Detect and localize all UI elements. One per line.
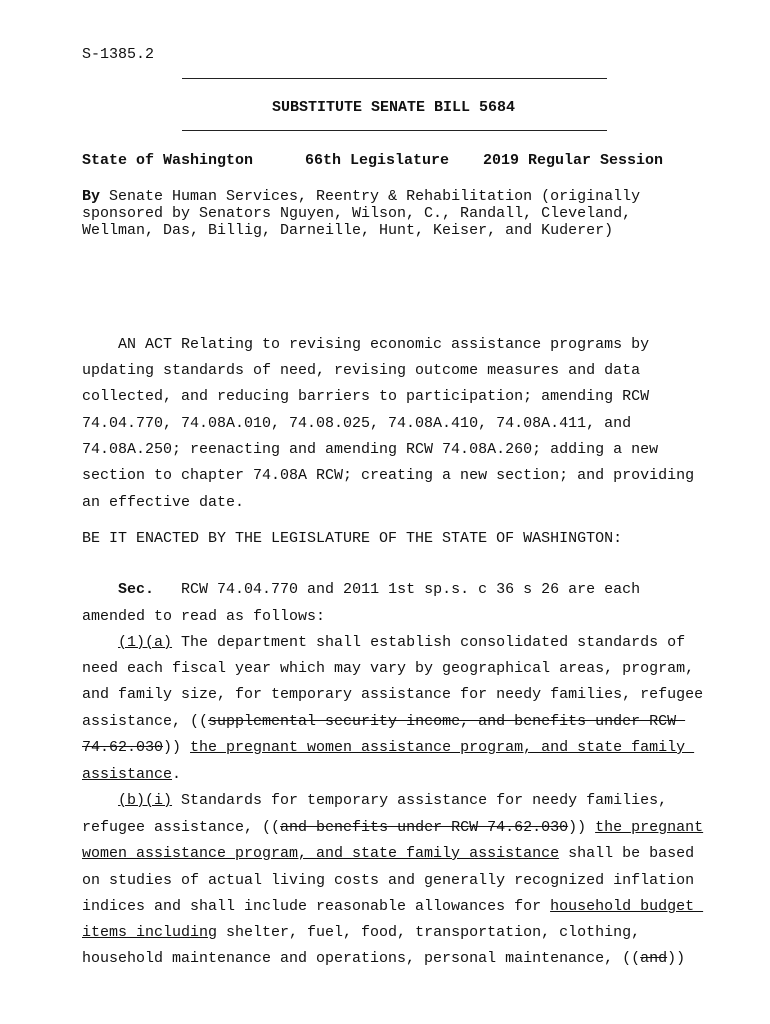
p2-line-6 [82, 924, 640, 942]
sponsor-line-1 [82, 188, 640, 205]
p2-line-3 [82, 845, 694, 863]
p2-indent [82, 792, 118, 809]
p2-text-7: household maintenance and operations, personal maintenance, (( [82, 950, 641, 967]
act-line-7: an effective date. [82, 494, 245, 511]
p1-line-3: and family size, for temporary assistance for needy families, refugee [82, 686, 704, 703]
session-name: 2019 Regular Session [483, 152, 664, 169]
p2-text-5: indices and shall include reasonable allowances for [82, 898, 551, 915]
top-rule [182, 78, 607, 79]
p2-line-1 [82, 792, 667, 810]
p2-marker: (b)(i) [118, 792, 173, 809]
sponsor-line-3: Wellman, Das, Billig, Darneille, Hunt, Keiser, and Kuderer) [82, 222, 614, 239]
p1-text-1: The department shall establish consolidated standards of [172, 634, 686, 651]
section-citation: RCW 74.04.770 and 2011 1st sp.s. c 36 s 26 are each [154, 581, 641, 598]
by-label: By [82, 188, 101, 205]
p1-text-5: )) [163, 739, 191, 756]
p2-line-4: on studies of actual living costs and generally recognized inflation [82, 872, 695, 889]
bill-title: SUBSTITUTE SENATE BILL 5684 [272, 99, 516, 116]
enacting-clause: BE IT ENACTED BY THE LEGISLATURE OF THE STATE OF WASHINGTON: [82, 530, 623, 547]
p1-line-2: need each fiscal year which may vary by geographical areas, program, [82, 660, 695, 677]
p2-strike-1: and benefits under RCW 74.62.030 [280, 819, 569, 836]
bill-code: S-1385.2 [82, 46, 155, 63]
section-heading [82, 581, 640, 599]
act-line-6: section to chapter 74.08A RCW; creating a new section; and providing [82, 467, 695, 484]
p1-line-6 [82, 766, 181, 784]
section-label: Sec. [118, 581, 155, 598]
act-line-4: 74.04.770, 74.08A.010, 74.08.025, 74.08A.410, 74.08A.411, and [82, 415, 632, 432]
p1-strike-1: supplemental security income, and benefits under RCW [208, 713, 686, 730]
p1-text-4: assistance, (( [82, 713, 209, 730]
sponsor-text-1: Senate Human Services, Reentry & Rehabilitation (originally [100, 188, 641, 205]
sponsor-line-2: sponsored by Senators Nguyen, Wilson, C., Randall, Cleveland, [82, 205, 632, 222]
p1-text-6: . [172, 766, 182, 783]
bottom-rule [182, 130, 607, 131]
p1-insert-1: the pregnant women assistance program, and state family [190, 739, 695, 756]
p1-marker: (1)(a) [118, 634, 173, 651]
p1-line-5 [82, 739, 694, 757]
p2-insert-1: the pregnant [595, 819, 704, 836]
p2-text-2: refugee assistance, (( [82, 819, 281, 836]
p1-line-4 [82, 713, 685, 731]
section-line-2: amended to read as follows: [82, 608, 326, 625]
p2-text-2b: )) [568, 819, 596, 836]
act-line-2: updating standards of need, revising outcome measures and data [82, 362, 641, 379]
section-indent [82, 581, 118, 598]
p1-insert-2: assistance [82, 766, 173, 783]
act-line-5: 74.08A.250; reenacting and amending RCW 74.08A.260; adding a new [82, 441, 659, 458]
p2-line-2 [82, 819, 703, 837]
p1-line-1 [82, 634, 685, 652]
p2-line-7 [82, 950, 685, 968]
act-line-3: collected, and reducing barriers to participation; amending RCW [82, 388, 650, 405]
p2-text-3: shall be based [559, 845, 695, 862]
p2-insert-4: items including [82, 924, 218, 941]
p1-strike-2: 74.62.030 [82, 739, 164, 756]
p2-text-6: shelter, fuel, food, transportation, clothing, [217, 924, 641, 941]
p2-insert-2: women assistance program, and state family assistance [82, 845, 560, 862]
p2-strike-2: and [640, 950, 668, 967]
p2-text-1: Standards for temporary assistance for needy families, [172, 792, 668, 809]
act-line-1: AN ACT Relating to revising economic assistance programs by [82, 336, 650, 353]
state-name: State of Washington [82, 152, 254, 169]
p2-line-5 [82, 898, 703, 916]
p2-insert-3: household budget [550, 898, 704, 915]
legislature-number: 66th Legislature [305, 152, 450, 169]
p2-text-7b: )) [667, 950, 686, 967]
p1-indent [82, 634, 118, 651]
